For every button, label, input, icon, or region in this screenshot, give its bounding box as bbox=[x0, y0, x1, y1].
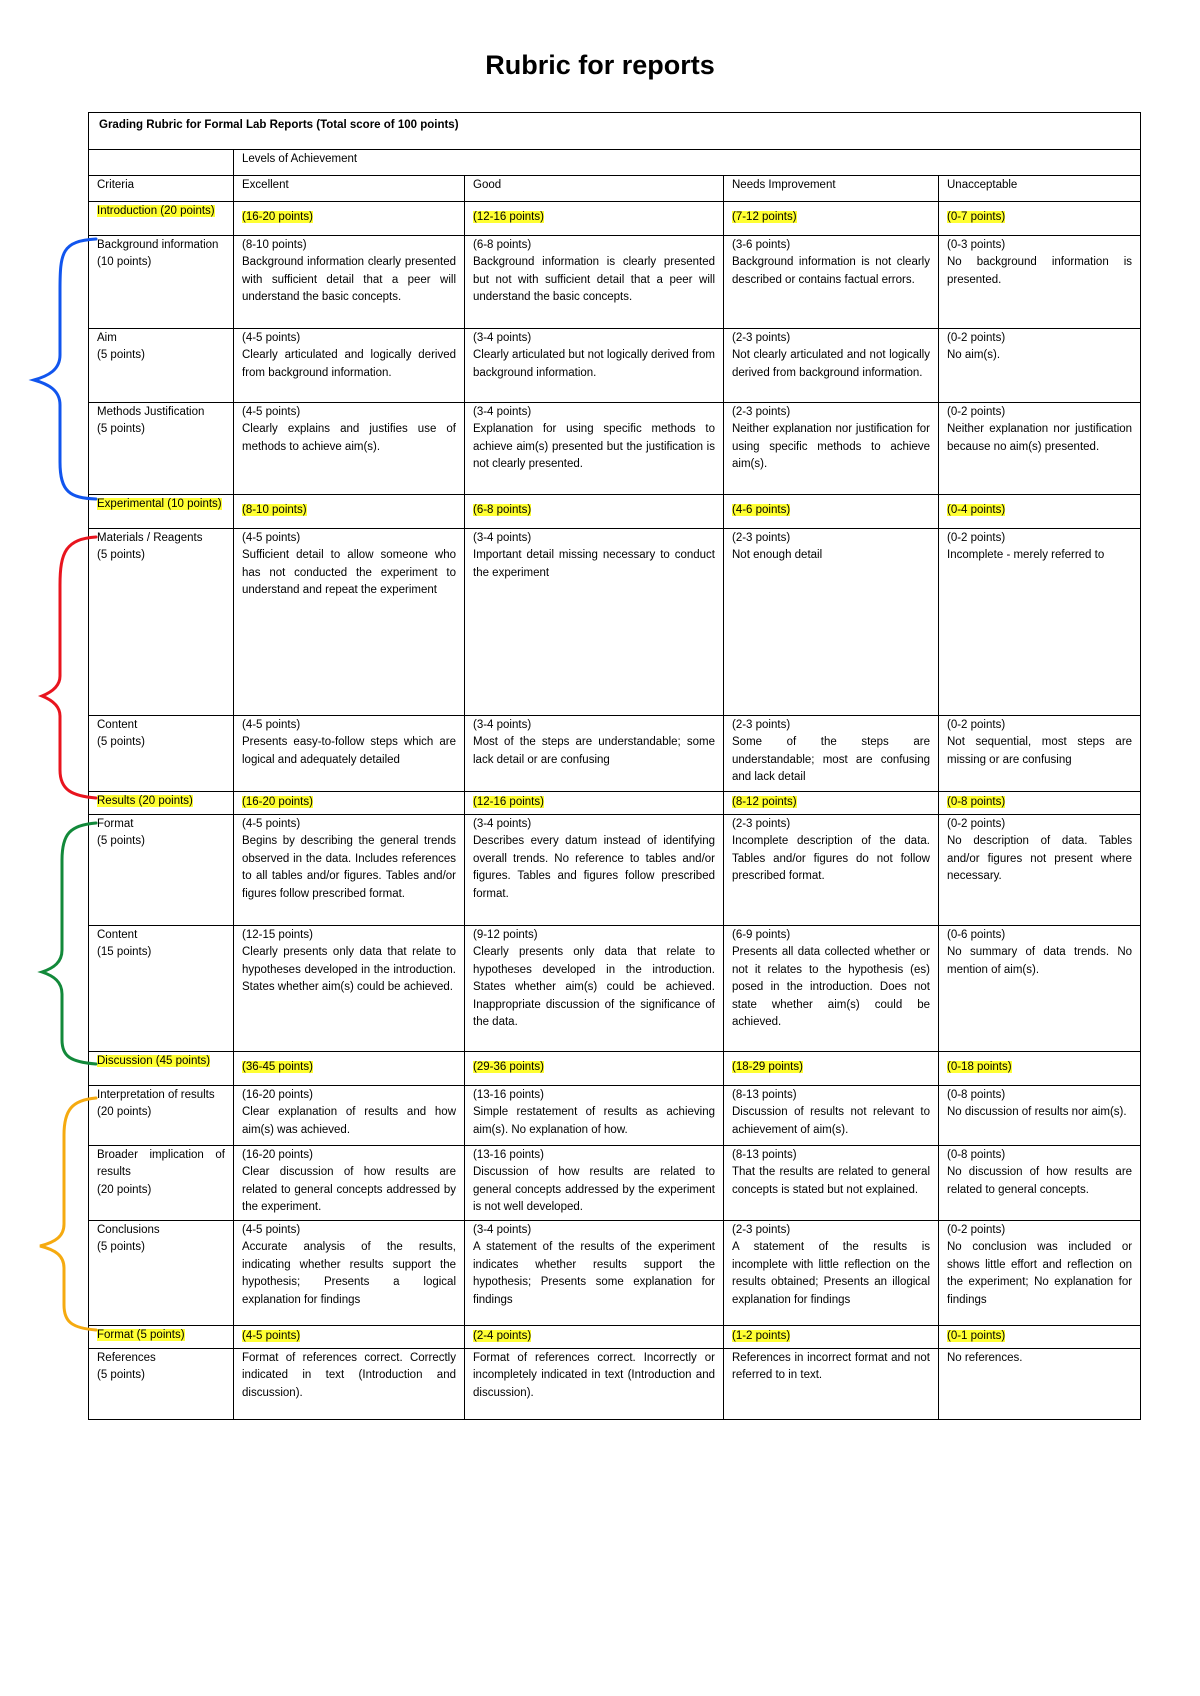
level-points: (2-3 points) bbox=[732, 1224, 791, 1236]
level-description: No summary of data trends. No mention of aim(s). bbox=[947, 946, 1133, 976]
column-header: Unacceptable bbox=[939, 176, 1141, 202]
level-points: (13-16 points) bbox=[473, 1149, 544, 1161]
section-label: Format (5 points) bbox=[97, 1329, 185, 1341]
section-range: (0-8 points) bbox=[947, 795, 1006, 808]
level-points: (2-3 points) bbox=[732, 719, 791, 731]
table-caption: Grading Rubric for Formal Lab Reports (Total score of 100 points) bbox=[89, 113, 1141, 150]
criteria-points: (5 points) bbox=[97, 549, 145, 562]
section-range: (0-1 points) bbox=[947, 1329, 1006, 1342]
section-label: Introduction (20 points) bbox=[97, 205, 215, 217]
criteria-name: Broader implication of results bbox=[97, 1149, 225, 1179]
level-description: Clearly articulated and logically derived from background information. bbox=[242, 349, 456, 379]
level-description: Clear discussion of how results are related to general concepts addressed by the experiment. bbox=[242, 1166, 456, 1214]
level-points: (4-5 points) bbox=[242, 1224, 301, 1236]
levels-heading: Levels of Achievement bbox=[234, 150, 1141, 176]
criteria-name: Content bbox=[97, 719, 138, 731]
level-points: (8-10 points) bbox=[242, 239, 307, 251]
section-range: (18-29 points) bbox=[732, 1061, 803, 1074]
level-points: (4-5 points) bbox=[242, 532, 301, 544]
brace-experimental bbox=[42, 537, 96, 798]
section-range: (29-36 points) bbox=[473, 1061, 544, 1074]
level-points: (2-3 points) bbox=[732, 532, 791, 544]
level-description: A statement of the results of the experiment indicates whether results support the hypothesis; Presents some explanation for findings bbox=[473, 1241, 715, 1306]
level-description: No discussion of how results are related to general concepts. bbox=[947, 1166, 1133, 1196]
level-points: (3-4 points) bbox=[473, 719, 532, 731]
level-points: (0-8 points) bbox=[947, 1149, 1006, 1161]
level-description: Incomplete description of the data. Tables and/or figures do not follow prescribed format. bbox=[732, 835, 930, 883]
level-description: Neither explanation nor justification because no aim(s) presented. bbox=[947, 423, 1133, 453]
section-range: (8-12 points) bbox=[732, 795, 797, 808]
level-description: Accurate analysis of the results, indicating whether results support the hypothesis; Presents a logical explanation for findings bbox=[242, 1241, 456, 1306]
section-range: (16-20 points) bbox=[242, 211, 313, 224]
level-points: (0-2 points) bbox=[947, 818, 1006, 830]
section-range: (8-10 points) bbox=[242, 504, 307, 517]
level-points: (16-20 points) bbox=[242, 1149, 313, 1161]
criteria-name: Aim bbox=[97, 332, 117, 344]
section-range: (4-5 points) bbox=[242, 1329, 301, 1342]
section-label: Experimental (10 points) bbox=[97, 498, 222, 510]
level-points: (0-3 points) bbox=[947, 239, 1006, 251]
level-points: (3-4 points) bbox=[473, 1224, 532, 1236]
section-range: (4-6 points) bbox=[732, 504, 791, 517]
criteria-name: Format bbox=[97, 818, 134, 830]
level-points: (0-2 points) bbox=[947, 1224, 1006, 1236]
level-points: (2-3 points) bbox=[732, 332, 791, 344]
level-points: (6-8 points) bbox=[473, 239, 532, 251]
level-description: Describes every datum instead of identifying overall trends. No reference to tables and/or figures. Tables and figures follow prescribed format. bbox=[473, 835, 715, 900]
level-description: Clearly articulated but not logically derived from background information. bbox=[473, 349, 715, 379]
level-description: Explanation for using specific methods to achieve aim(s) presented but the justification is not clearly presented. bbox=[473, 423, 715, 471]
level-points: (9-12 points) bbox=[473, 929, 538, 941]
section-range: (16-20 points) bbox=[242, 795, 313, 808]
level-description: Begins by describing the general trends observed in the data. Includes references to all tables and/or figures. Tables and/or figures follow prescribed format. bbox=[242, 835, 456, 900]
level-description: Background information clearly presented with sufficient detail that a peer will understand the basic concepts. bbox=[242, 256, 456, 304]
level-description: Not clearly articulated and not logically derived from background information. bbox=[732, 349, 930, 379]
section-range: (36-45 points) bbox=[242, 1061, 313, 1074]
level-points: (0-6 points) bbox=[947, 929, 1006, 941]
level-description: Clearly presents only data that relate to hypotheses developed in the introduction. States whether aim(s) could be achieved. Inappropriate discussion of the significance of the data. bbox=[473, 946, 715, 1029]
criteria-name: References bbox=[97, 1352, 156, 1364]
level-description: No background information is presented. bbox=[947, 256, 1133, 286]
section-range: (6-8 points) bbox=[473, 504, 532, 517]
level-points: (4-5 points) bbox=[242, 818, 301, 830]
level-description: Discussion of how results are related to general concepts addressed by the experiment is not well developed. bbox=[473, 1166, 715, 1214]
level-points: (4-5 points) bbox=[242, 332, 301, 344]
criteria-points: (5 points) bbox=[97, 736, 145, 749]
level-description: Some of the steps are understandable; most are confusing and lack detail bbox=[732, 736, 930, 784]
level-description: No discussion of results nor aim(s). bbox=[947, 1106, 1127, 1119]
level-description: Clear explanation of results and how aim(s) was achieved. bbox=[242, 1106, 456, 1136]
level-description: Discussion of results not relevant to achievement of aim(s). bbox=[732, 1106, 930, 1136]
level-description: Most of the steps are understandable; some lack detail or are confusing bbox=[473, 736, 715, 766]
level-description: Simple restatement of results as achieving aim(s). No explanation of how. bbox=[473, 1106, 715, 1136]
criteria-name: Interpretation of results bbox=[97, 1089, 215, 1101]
level-points: (8-13 points) bbox=[732, 1089, 797, 1101]
level-description: Clearly presents only data that relate to hypotheses developed in the introduction. States whether aim(s) could be achieved. bbox=[242, 946, 456, 994]
level-points: (16-20 points) bbox=[242, 1089, 313, 1101]
level-description: No conclusion was included or shows little effort and reflection on the experiment; No explanation for findings bbox=[947, 1241, 1133, 1306]
level-description: No description of data. Tables and/or figures not present where necessary. bbox=[947, 835, 1133, 883]
section-range: (0-18 points) bbox=[947, 1061, 1012, 1074]
level-description: No aim(s). bbox=[947, 349, 1001, 362]
criteria-points: (5 points) bbox=[97, 423, 145, 436]
criteria-name: Content bbox=[97, 929, 138, 941]
level-description: Not enough detail bbox=[732, 549, 823, 562]
section-range: (0-7 points) bbox=[947, 211, 1006, 224]
level-points: (8-13 points) bbox=[732, 1149, 797, 1161]
level-points: (3-6 points) bbox=[732, 239, 791, 251]
level-description: That the results are related to general concepts is stated but not explained. bbox=[732, 1166, 930, 1196]
level-points: (6-9 points) bbox=[732, 929, 791, 941]
level-points: (0-2 points) bbox=[947, 406, 1006, 418]
level-points: (3-4 points) bbox=[473, 532, 532, 544]
level-points: (3-4 points) bbox=[473, 818, 532, 830]
level-points: (4-5 points) bbox=[242, 406, 301, 418]
level-points: (0-2 points) bbox=[947, 332, 1006, 344]
level-points: (0-8 points) bbox=[947, 1089, 1006, 1101]
level-points: (2-3 points) bbox=[732, 406, 791, 418]
level-points: (0-2 points) bbox=[947, 719, 1006, 731]
brace-introduction bbox=[34, 239, 96, 499]
criteria-name: Background information bbox=[97, 239, 219, 251]
criteria-points: (5 points) bbox=[97, 1369, 145, 1382]
criteria-points: (5 points) bbox=[97, 349, 145, 362]
level-points: (13-16 points) bbox=[473, 1089, 544, 1101]
criteria-points: (20 points) bbox=[97, 1106, 152, 1119]
criteria-points: (20 points) bbox=[97, 1183, 152, 1196]
criteria-name: Materials / Reagents bbox=[97, 532, 203, 544]
level-description: No references. bbox=[947, 1352, 1023, 1364]
level-description: Important detail missing necessary to conduct the experiment bbox=[473, 549, 715, 579]
level-description: Background information is clearly presented but not with sufficient detail that a peer will understand the basic concepts. bbox=[473, 256, 715, 304]
brace-discussion bbox=[40, 1098, 96, 1330]
criteria-name: Conclusions bbox=[97, 1224, 160, 1236]
level-points: (3-4 points) bbox=[473, 406, 532, 418]
column-header: Excellent bbox=[234, 176, 465, 202]
level-description: Incomplete - merely referred to bbox=[947, 549, 1105, 562]
level-description: Sufficient detail to allow someone who has not conducted the experiment to understand and repeat the experiment bbox=[242, 549, 456, 597]
section-range: (12-16 points) bbox=[473, 795, 544, 808]
level-description: Presents all data collected whether or not it relates to the hypothesis (es) posed in the introduction. Does not state whether aim(s) could be achieved. bbox=[732, 946, 930, 1029]
level-points: (2-3 points) bbox=[732, 818, 791, 830]
level-points: (3-4 points) bbox=[473, 332, 532, 344]
level-points: (4-5 points) bbox=[242, 719, 301, 731]
section-range: (0-4 points) bbox=[947, 504, 1006, 517]
level-description: References in incorrect format and not referred to in text. bbox=[732, 1352, 930, 1382]
criteria-points: (15 points) bbox=[97, 946, 152, 959]
level-points: (0-2 points) bbox=[947, 532, 1006, 544]
level-description: Clearly explains and justifies use of methods to achieve aim(s). bbox=[242, 423, 456, 453]
criteria-points: (5 points) bbox=[97, 835, 145, 848]
column-header: Good bbox=[465, 176, 724, 202]
level-description: Background information is not clearly described or contains factual errors. bbox=[732, 256, 930, 286]
section-range: (12-16 points) bbox=[473, 211, 544, 224]
level-description: Presents easy-to-follow steps which are logical and adequately detailed bbox=[242, 736, 456, 766]
section-label: Discussion (45 points) bbox=[97, 1055, 211, 1067]
column-header: Criteria bbox=[89, 176, 234, 202]
level-description: Format of references correct. Incorrectly or incompletely indicated in text (Introduction and discussion). bbox=[473, 1352, 715, 1399]
criteria-points: (10 points) bbox=[97, 256, 152, 269]
page-title: Rubric for reports bbox=[485, 50, 715, 80]
section-range: (2-4 points) bbox=[473, 1329, 532, 1342]
section-label: Results (20 points) bbox=[97, 795, 193, 807]
level-description: Neither explanation nor justification for using specific methods to achieve aim(s). bbox=[732, 423, 930, 471]
level-description: A statement of the results is incomplete with little reflection on the results obtained; Presents an illogical explanation for findings bbox=[732, 1241, 930, 1306]
criteria-name: Methods Justification bbox=[97, 406, 205, 418]
criteria-points: (5 points) bbox=[97, 1241, 145, 1254]
level-description: Not sequential, most steps are missing or are confusing bbox=[947, 736, 1133, 766]
brace-results bbox=[42, 823, 96, 1064]
section-range: (1-2 points) bbox=[732, 1329, 791, 1342]
level-points: (12-15 points) bbox=[242, 929, 313, 941]
column-header: Needs Improvement bbox=[724, 176, 939, 202]
level-description: Format of references correct. Correctly indicated in text (Introduction and discussion). bbox=[242, 1352, 456, 1399]
section-range: (7-12 points) bbox=[732, 211, 797, 224]
